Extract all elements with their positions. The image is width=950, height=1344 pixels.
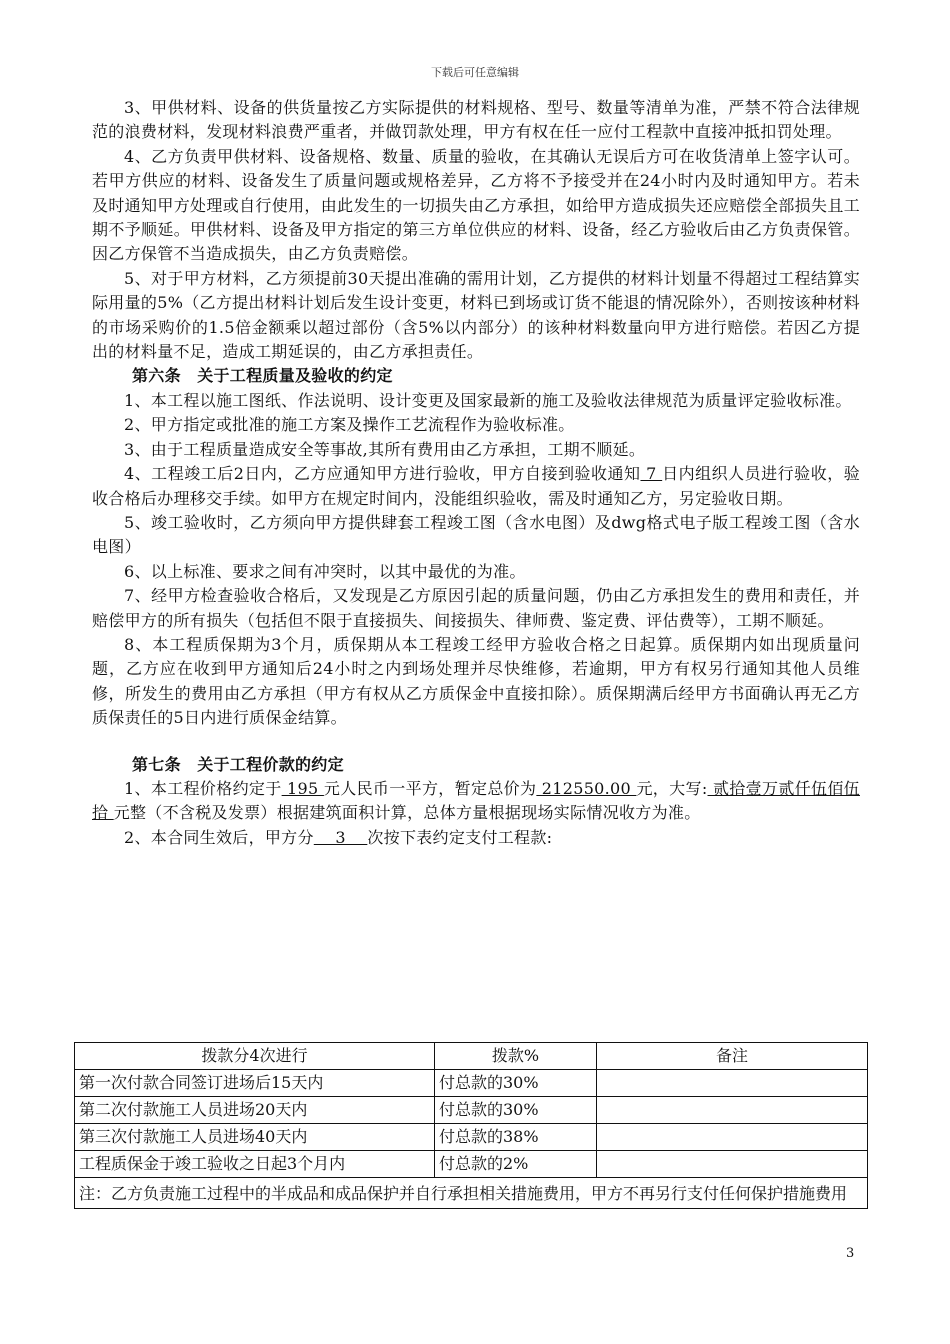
payment-percent-cell: 付总款的30% xyxy=(435,1097,597,1124)
item-4-text-a: 4、工程竣工后2日内，乙方应通知甲方进行验收，甲方自接到验收通知 xyxy=(124,464,641,484)
article-7-item-1 xyxy=(92,777,860,826)
article-6-item-7: 7、经甲方检查验收合格后，又发现是乙方原因引起的质量问题，仍由乙方承担发生的费用和责任，并赔偿甲方的所有损失（包括但不限于直接损失、间接损失、律师费、鉴定费、评估费等），工期不顺延。 xyxy=(92,586,860,630)
item-2-text-b: 次按下表约定支付工程款: xyxy=(367,827,553,847)
table-row xyxy=(75,1097,868,1124)
total-price-words: 贰拾壹万贰仟伍佰伍拾 xyxy=(92,778,860,823)
article-6-item-6: 6、以上标准、要求之间有冲突时，以其中最优的为准。 xyxy=(124,561,526,581)
article-6-title: 第六条 关于工程质量及验收的约定 xyxy=(132,366,393,386)
payment-stage-cell: 第一次付款合同签订进场后15天内 xyxy=(75,1070,435,1097)
article-6-item-4 xyxy=(92,462,860,511)
article-7-title: 第七条 关于工程价款的约定 xyxy=(132,754,344,774)
article-6-item-5: 5、竣工验收时，乙方须向甲方提供肆套工程竣工图（含水电图）及dwg格式电子版工程竣工图（含水电图） xyxy=(92,512,860,557)
item-1-text-a: 1、本工程价格约定于 xyxy=(124,778,282,798)
page-number: 3 xyxy=(846,1246,855,1261)
table-header-row xyxy=(75,1043,868,1070)
payment-stage-cell: 第二次付款施工人员进场20天内 xyxy=(75,1097,435,1124)
table-row xyxy=(75,1124,868,1151)
payment-remark-cell xyxy=(597,1124,868,1151)
table-header-cell: 拨款% xyxy=(435,1043,597,1070)
payment-remark-cell xyxy=(597,1097,868,1124)
table-header-cell: 备注 xyxy=(597,1043,868,1070)
payment-remark-cell xyxy=(597,1151,868,1178)
payment-stage-cell: 工程质保金于竣工验收之日起3个月内 xyxy=(75,1151,435,1178)
article-6-item-2: 2、甲方指定或批准的施工方案及操作工艺流程作为验收标准。 xyxy=(124,415,575,435)
article-7-item-2 xyxy=(92,826,860,850)
item-4-text-b: 日内组织人员进行验收，验收合格后办理移交手续。如甲方在规定时间内，没能组织验收，需及时通知乙方，另定验收日期。 xyxy=(92,464,860,508)
article-6-item-3: 3、由于工程质量造成安全等事故,其所有费用由乙方承担，工期不顺延。 xyxy=(124,439,646,459)
clause-materials-inspection: 4、乙方负责甲供材料、设备规格、数量、质量的验收，在其确认无误后方可在收货清单上签字认可。若甲方供应的材料、设备发生了质量问题或规格差异，乙方将不予接受并在24小时内及时通知甲方。若未及时通知甲方处理或自行使用，由此发生的一切损失由乙方承担，如给甲方造成损失还应赔偿全部损失且工期不予顺延。甲供材料、设备及甲方指定的第三方单位供应的材料、设备，经乙方验收后由乙方负责保管。因乙方保管不当造成损失，由乙方负责赔偿。 xyxy=(92,146,860,264)
payment-percent-cell: 付总款的2% xyxy=(435,1151,597,1178)
unit-price-value: 195 xyxy=(281,778,324,798)
clause-materials-supply: 3、甲供材料、设备的供货量按乙方实际提供的材料规格、型号、数量等清单为准，严禁不符合法律规范的浪费材料，发现材料浪费严重者，并做罚款处理，甲方有权在任一应付工程款中直接冲抵扣罚处理。 xyxy=(92,98,860,142)
item-1-text-b: 元人民币一平方，暂定总价为 xyxy=(323,778,537,798)
item-2-text-a: 2、本合同生效后，甲方分 xyxy=(124,827,314,847)
item-1-text-c: 元，大写: xyxy=(636,778,708,798)
clause-materials-plan: 5、对于甲方材料，乙方须提前30天提出准确的需用计划，乙方提供的材料计划量不得超过工程结算实际用量的5%（乙方提出材料计划后发生设计变更，材料已到场或订货不能退的情况除外），否则按该种材料的市场采购价的1.5倍金额乘以超过部份（含5%以内部分）的该种材料数量向甲方进行赔偿。若因乙方提出的材料量不足，造成工期延误的，由乙方承担责任。 xyxy=(92,268,860,362)
article-6-item-8: 8、本工程质保期为3个月，质保期从本工程竣工经甲方验收合格之日起算。质保期内如出现质量问题，乙方应在收到甲方通知后24小时之内到场处理并尽快维修，若逾期，甲方有权另行通知其他人员维修，所发生的费用由乙方承担（甲方有权从乙方质保金中直接扣除）。质保期满后经甲方书面确认再无乙方质保责任的5日内进行质保金结算。 xyxy=(92,634,860,728)
table-note: 注：乙方负责施工过程中的半成品和成品保护并自行承担相关措施费用，甲方不再另行支付任何保护措施费用 xyxy=(75,1178,868,1209)
payment-remark-cell xyxy=(597,1070,868,1097)
payment-percent-cell: 付总款的38% xyxy=(435,1124,597,1151)
payment-times-value: 3 xyxy=(313,827,368,847)
page-header: 下载后可任意编辑 xyxy=(431,66,519,79)
payment-stage-cell: 第三次付款施工人员进场40天内 xyxy=(75,1124,435,1151)
total-price-value: 212550.00 xyxy=(536,778,637,798)
document-body xyxy=(92,96,860,850)
item-1-text-d: 元整（不含税及发票）根据建筑面积计算，总体方量根据现场实际情况收方为准。 xyxy=(113,803,701,823)
payment-percent-cell: 付总款的30% xyxy=(435,1070,597,1097)
table-header-cell: 拨款分4次进行 xyxy=(75,1043,435,1070)
section-gap xyxy=(92,731,860,753)
table-note-row xyxy=(75,1178,868,1209)
article-6-item-1: 1、本工程以施工图纸、作法说明、设计变更及国家最新的施工及验收法律规范为质量评定验收标准。 xyxy=(124,390,852,410)
table-row xyxy=(75,1151,868,1178)
payment-schedule-table xyxy=(74,1042,868,1209)
acceptance-days-value: 7 xyxy=(640,464,663,484)
table-row xyxy=(75,1070,868,1097)
